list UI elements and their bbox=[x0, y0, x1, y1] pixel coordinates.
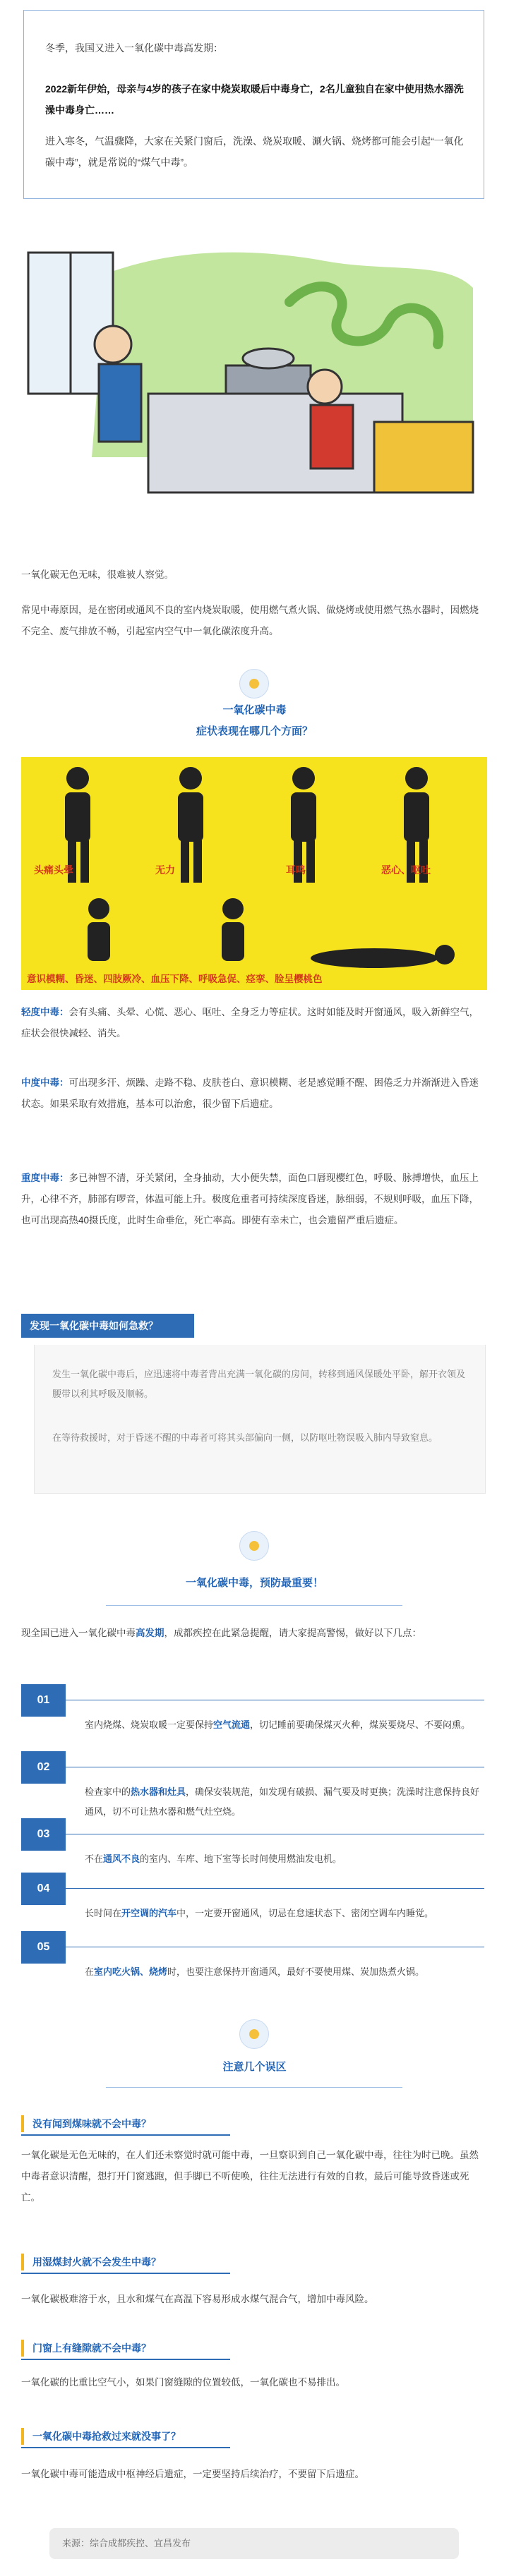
moderate-label: 中度中毒： bbox=[21, 1077, 69, 1088]
item5-b: 时，也要注意保持开窗通风，最好不要使用煤、炭加热煮火锅。 bbox=[167, 1966, 425, 1977]
item-number: 04 bbox=[21, 1873, 66, 1905]
common-cause-text: 常见中毒原因，是在密闭或通风不良的室内烧炭取暖，使用燃气煮火锅、做烧烤或使用燃气热水器时，因燃烧不完全、废气排放不畅，引起室内空气中一氧化碳浓度升高。 bbox=[21, 605, 479, 636]
note-heading-3: 门窗上有缝隙就不会中毒？ bbox=[21, 2338, 230, 2360]
section3-divider bbox=[106, 2087, 402, 2088]
prevention-intro-highlight: 高发期 bbox=[136, 1628, 164, 1638]
symptom-weakness: 无力 bbox=[155, 864, 175, 876]
prevention-item-3 bbox=[85, 1849, 480, 1869]
bulb-icon bbox=[239, 1531, 269, 1561]
bulb-icon bbox=[239, 669, 269, 699]
symptom-tinnitus: 耳鸣 bbox=[286, 864, 306, 876]
co-colorless-text: 一氧化碳无色无味，很难被人察觉。 bbox=[21, 569, 174, 580]
note-answer-3: 一氧化碳的比重比空气小，如果门窗缝隙的位置较低，一氧化碳也不易排出。 bbox=[21, 2377, 345, 2388]
item3-b: 的室内、车库、地下室等长时间使用燃油发电机。 bbox=[140, 1854, 342, 1864]
prevention-item-5 bbox=[85, 1962, 480, 1982]
item2-b: ，确保安装规范，如发现有破损、漏气要及时更换；洗澡时注意保持良好通风，切不可让热水器和燃气灶空烧。 bbox=[85, 1786, 480, 1817]
section1-title-line1: 一氧化碳中毒 bbox=[222, 704, 287, 716]
item3-a: 不在 bbox=[85, 1854, 104, 1864]
source-footer: 来源：综合成都疾控、宜昌发布 bbox=[49, 2528, 459, 2559]
item-number: 05 bbox=[21, 1931, 66, 1964]
mild-poisoning bbox=[21, 1002, 484, 1044]
symptom-headache: 头痛头晕 bbox=[34, 864, 73, 876]
note-heading-4: 一氧化碳中毒抢救过来就没事了？ bbox=[21, 2426, 230, 2448]
note-bar-icon bbox=[21, 2428, 24, 2445]
intro-news: 2022新年伊始，母亲与4岁的孩子在家中烧炭取暖后中毒身亡，2名儿童独自在家中使用热水器洗澡中毒身亡…… bbox=[45, 83, 464, 116]
severe-poisoning bbox=[21, 1168, 484, 1231]
note-heading-1: 没有闻到煤味就不会中毒？ bbox=[21, 2113, 230, 2136]
section2-divider bbox=[106, 1605, 402, 1606]
item1-highlight: 空气流通 bbox=[213, 1719, 251, 1730]
intro-box bbox=[23, 10, 484, 199]
note-bar-icon bbox=[21, 2340, 24, 2357]
item-number: 01 bbox=[21, 1684, 66, 1717]
prevention-item-2 bbox=[85, 1782, 480, 1822]
section1-title-line2: 症状表现在哪几个方面？ bbox=[196, 725, 313, 737]
first-aid-p2: 在等待救援时，对于昏迷不醒的中毒者可将其头部偏向一侧，以防呕吐物误吸入肺内导致窒息。 bbox=[52, 1432, 438, 1443]
moderate-text: 可出现多汗、烦躁、走路不稳、皮肤苍白、意识模糊、老是感觉睡不醒、困倦乏力并渐渐进入昏迷状态。如果采取有效措施，基本可以治愈，很少留下后遗症。 bbox=[21, 1077, 479, 1109]
note-answer-4: 一氧化碳中毒可能造成中枢神经后遗症，一定要坚持后续治疗，不要留下后遗症。 bbox=[21, 2469, 364, 2479]
mild-label: 轻度中毒： bbox=[21, 1007, 69, 1017]
item1-b: ，切记睡前要确保煤灭火种，煤炭要烧尽、不要闷熏。 bbox=[250, 1719, 471, 1730]
note-heading-2: 用湿煤封火就不会发生中毒？ bbox=[21, 2251, 230, 2274]
intro-lead: 冬季，我国又进入一氧化碳中毒高发期： bbox=[45, 42, 223, 54]
note-bar-icon bbox=[21, 2254, 24, 2270]
intro-desc: 进入寒冬，气温骤降，大家在关紧门窗后，洗澡、烧炭取暖、涮火锅、烧烤都可能会引起“一氧化碳中毒”，就是常说的“煤气中毒”。 bbox=[45, 135, 464, 168]
item4-b: 中，一定要开窗通风，切忌在怠速状态下、密闭空调车内睡觉。 bbox=[176, 1908, 434, 1918]
note-answer-1: 一氧化碳是无色无味的，在人们还未察觉时就可能中毒，一旦察识到自己一氧化碳中毒，往往为时已晚。虽然中毒者意识清醒，想打开门窗逃跑，但手脚已不听使唤，往往无法进行有效的自救，最后可能导致昏迷或死亡。 bbox=[21, 2150, 479, 2203]
symptom-severe-list: 意识模糊、昏迷、四肢厥冷、血压下降、呼吸急促、痉挛、脸呈樱桃色 bbox=[27, 974, 323, 984]
item5-a: 在 bbox=[85, 1966, 95, 1977]
mild-text: 会有头痛、头晕、心慌、恶心、呕吐、全身乏力等症状。这时如能及时开窗通风，吸入新鲜空气，症状会很快减轻、消失。 bbox=[21, 1007, 479, 1039]
severe-text: 多已神智不清，牙关紧闭，全身抽动，大小便失禁，面色口唇现樱红色，呼吸、脉搏增快，血压上升，心律不齐，肺部有啰音，体温可能上升。极度危重者可持续深度昏迷，脉细弱，不规则呼吸，血压下降，也可出现高热40摄氏度，此时生命垂危，死亡率高。即使有幸未亡，也会遗留严重后遗症。 bbox=[21, 1173, 479, 1226]
prevention-intro-b: ，成都疾控在此紧急提醒，请大家提高警惕，做好以下几点： bbox=[164, 1628, 421, 1638]
moderate-poisoning bbox=[21, 1072, 484, 1115]
item5-highlight: 室内吃火锅、烧烤 bbox=[94, 1966, 168, 1977]
severe-label: 重度中毒： bbox=[21, 1173, 69, 1183]
first-aid-box bbox=[34, 1345, 486, 1494]
item1-a: 室内烧煤、烧炭取暖一定要保持 bbox=[85, 1719, 214, 1730]
item4-a: 长时间在 bbox=[85, 1908, 122, 1918]
item3-highlight: 通风不良 bbox=[103, 1854, 140, 1864]
item-number: 03 bbox=[21, 1818, 66, 1851]
note-answer-2: 一氧化碳极难溶于水，且水和煤气在高温下容易形成水煤气混合气，增加中毒风险。 bbox=[21, 2294, 374, 2304]
symptom-nausea: 恶心、呕吐 bbox=[381, 864, 431, 876]
prevention-intro bbox=[21, 1623, 484, 1644]
gas-poisoning-illustration bbox=[21, 246, 487, 501]
symptoms-panel bbox=[21, 757, 487, 990]
item-divider bbox=[66, 1888, 484, 1889]
item2-highlight: 热水器和灶具 bbox=[131, 1786, 186, 1797]
first-aid-p1: 发生一氧化碳中毒后，应迅速将中毒者背出充满一氧化碳的房间，转移到通风保暖处平卧，解开衣领及腰带以利其呼吸及顺畅。 bbox=[52, 1369, 466, 1399]
item4-highlight: 开空调的汽车 bbox=[121, 1908, 177, 1918]
prevention-item-1 bbox=[85, 1715, 480, 1735]
section2-title: 一氧化碳中毒，预防最重要！ bbox=[185, 1577, 323, 1589]
section3-title: 注意几个误区 bbox=[222, 2061, 287, 2073]
item2-a: 检查家中的 bbox=[85, 1786, 131, 1797]
note-bar-icon bbox=[21, 2115, 24, 2132]
first-aid-tag: 发现一氧化碳中毒如何急救？ bbox=[21, 1314, 194, 1338]
prevention-item-4 bbox=[85, 1904, 480, 1923]
item-number: 02 bbox=[21, 1751, 66, 1784]
bulb-icon bbox=[239, 2019, 269, 2049]
prevention-intro-a: 现全国已进入一氧化碳中毒 bbox=[21, 1628, 136, 1638]
